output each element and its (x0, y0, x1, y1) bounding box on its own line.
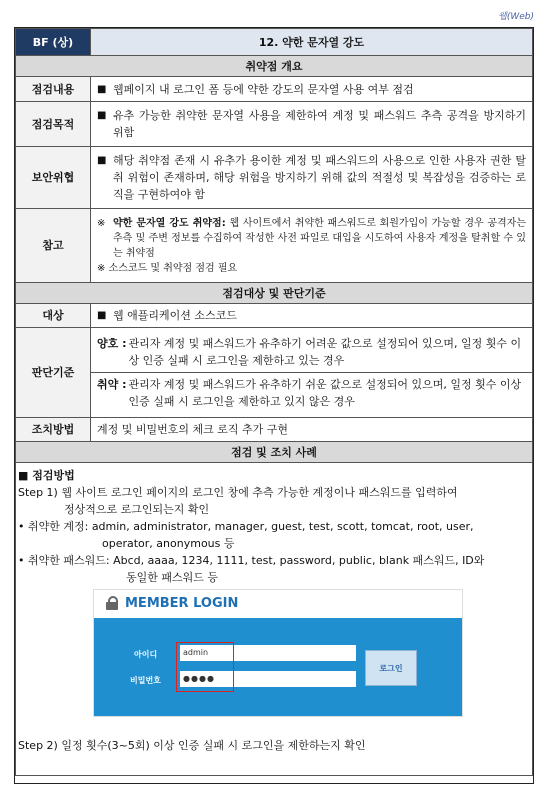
bullet-icon: ■ (97, 83, 107, 95)
judge-cell (91, 328, 533, 418)
ref-mark: ※ (97, 217, 106, 229)
good-label: 양호 : (97, 337, 127, 350)
web-tag: 웹(Web) (498, 12, 534, 22)
id-label: 아이디 (134, 650, 158, 659)
header-title: 12. 약한 문자열 강도 (91, 29, 533, 56)
goal-label: 점검목적 (16, 102, 91, 147)
threat-cell (91, 147, 533, 209)
section-criteria: 점검대상 및 판단기준 (16, 283, 533, 304)
purpose-text: 웹페이지 내 로그인 폼 등에 약한 강도의 문자열 사용 여부 점검 (113, 82, 414, 96)
login-screenshot (93, 589, 463, 717)
purpose-label: 점검내용 (16, 77, 91, 102)
ref-note: ※ 소스코드 및 취약점 점검 필요 (97, 262, 238, 274)
ref-term: 약한 문자열 강도 취약점: (113, 217, 226, 229)
target-label: 대상 (16, 304, 91, 328)
bullet-icon: ■ (97, 155, 107, 166)
threat-text: 해당 취약점 존재 시 유추가 용이한 계정 및 패스워드의 사용으로 인한 사용자 권한 탈취 위험이 존재하며, 해당 위험을 방지하기 위해 값의 적절성 및 복잡성을 검증하는 로직을 구현하여야 함 (113, 154, 526, 201)
goal-text: 유추 가능한 취약한 문자열 사용을 제한하여 계정 및 패스워드 추측 공격을 방지하기 위함 (113, 109, 526, 139)
login-title: MEMBER LOGIN (125, 595, 239, 611)
action-text: 계정 및 비밀번호의 체크 로직 추가 구현 (91, 418, 533, 442)
login-header (94, 590, 462, 616)
weak-accounts-line1: • 취약한 계정: admin, administrator, manager, guest, test, scott, tomcat, root, user, (18, 520, 474, 533)
bad-text: 관리자 계정 및 패스워드가 유추하기 쉬운 값으로 설정되어 있으며, 일정 횟수 이상 인증 실패 시 로그인을 제한하고 있지 않은 경우 (128, 378, 522, 408)
login-form (94, 618, 462, 716)
document-frame (14, 27, 534, 784)
purpose-cell (91, 77, 533, 102)
bullet-icon: ■ (97, 310, 107, 321)
login-button[interactable]: 로그인 (365, 650, 417, 686)
id-input[interactable]: admin (180, 645, 356, 661)
threat-label: 보안위협 (16, 147, 91, 209)
goal-cell (91, 102, 533, 147)
weak-passwords-line1: • 취약한 패스워드: Abcd, aaaa, 1234, 1111, test, password, public, blank 패스워드, ID와 (18, 554, 485, 567)
ref-text: 웹 사이트에서 취약한 패스워드로 회원가입이 가능할 경우 공격자는 추측 및 주변 정보를 수집하여 작성한 사전 파일로 대입을 시도하여 사용자 계정을 탈취할 수 있는 취약점 (113, 217, 527, 259)
section-cases: 점검 및 조치 사례 (16, 442, 533, 463)
ref-label: 참고 (16, 209, 91, 283)
target-cell (91, 304, 533, 328)
weak-accounts-line2: operator, anonymous 등 (102, 537, 235, 550)
bad-label: 취약 : (97, 378, 127, 391)
judge-good (91, 332, 532, 373)
method-title: ■ 점검방법 (18, 469, 75, 482)
weak-passwords-line2: 동일한 패스워드 등 (126, 571, 219, 584)
lock-icon (106, 596, 118, 610)
target-text: 웹 애플리케이션 소스코드 (113, 309, 237, 322)
action-label: 조치방법 (16, 418, 91, 442)
judge-label: 판단기준 (16, 328, 91, 418)
section-overview: 취약점 개요 (16, 56, 533, 77)
step1-line2: 정상적으로 로그인되는지 확인 (64, 503, 210, 516)
good-text: 관리자 계정 및 패스워드가 유추하기 어려운 값으로 설정되어 있으며, 일정 횟수 이상 인증 실패 시 로그인을 제한하고 있는 경우 (128, 337, 522, 367)
password-label: 비밀번호 (130, 676, 161, 685)
step1-line1: Step 1) 웹 사이트 로그인 페이지의 로그인 창에 추측 가능한 계정이나 패스워드를 입력하여 (18, 486, 458, 499)
header-code: BF (상) (16, 29, 91, 56)
password-input[interactable]: ●●●● (180, 671, 356, 687)
highlight-box (176, 642, 234, 692)
bullet-icon: ■ (97, 110, 107, 121)
judge-bad (91, 373, 532, 413)
ref-cell (91, 209, 533, 283)
step2-line: Step 2) 일정 횟수(3~5회) 이상 인증 실패 시 로그인을 제한하는지 확인 (18, 739, 366, 752)
method-cell (16, 463, 533, 776)
vulnerability-table (15, 28, 533, 776)
